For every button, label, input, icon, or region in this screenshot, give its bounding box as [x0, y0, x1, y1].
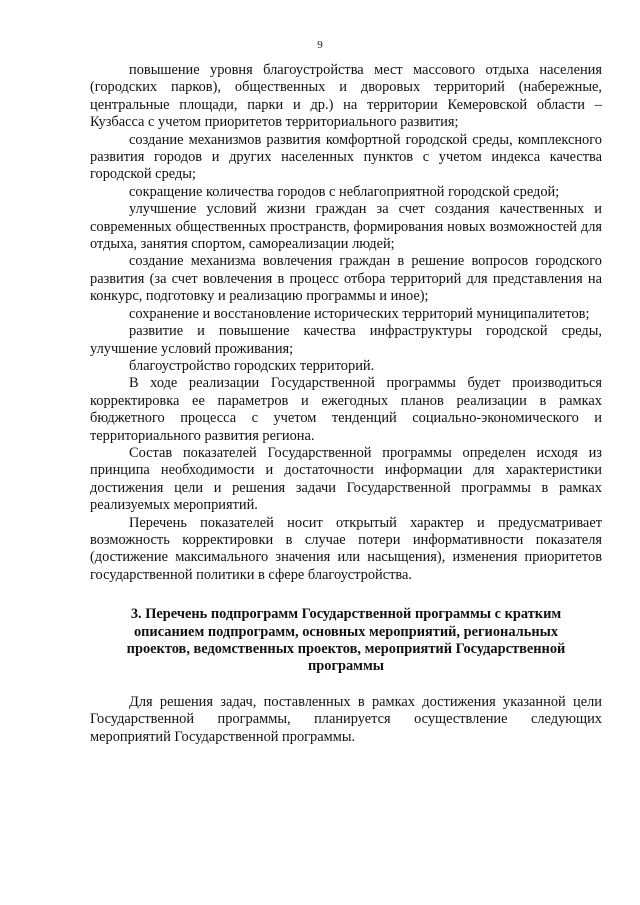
- list-item-comfort-mechanisms: создание механизмов развития комфортной городской среды, комплексного развития городов и других населенных пунктов с учетом индекса качества городской среды;: [90, 131, 602, 183]
- list-item-reduce-unfavorable-cities: сокращение количества городов с неблагоприятной городской средой;: [129, 183, 560, 200]
- paragraph-tasks-solution: Для решения задач, поставленных в рамках достижения указанной цели Государственной программы, планируется осуществление следующих мероприятий Государственной программы.: [90, 693, 602, 745]
- section-heading: 3. Перечень подпрограмм Государственной программы с кратким описанием подпрограмм, основных мероприятий, региональных проектов, ведомственных проектов, мероприятий Государственной программы: [126, 606, 566, 675]
- paragraph-indicators-list: Перечень показателей носит открытый характер и предусматривает возможность корректировки в случае потери информативности показателя (достижение максимального значения или насыщения), изменения приоритетов государственной политики в сфере благоустройства.: [90, 514, 602, 583]
- paragraph-program-adjustment: В ходе реализации Государственной программы будет производиться корректировка ее параметров и ежегодных планов реализации в рамках бюджетного процесса с учетом тенденций социально-экономического и территориального развития региона.: [90, 375, 602, 444]
- list-item-living-conditions: улучшение условий жизни граждан за счет создания качественных и современных общественных пространств, формирования новых возможностей для отдыха, занятия спортом, самореализации людей;: [90, 201, 602, 253]
- paragraph-indicators-composition: Состав показателей Государственной программы определен исходя из принципа необходимости и достаточности информации для характеристики достижения цели и решения задачи Государственной программы в рамках реализуемых мероприятий.: [90, 444, 602, 514]
- list-item-infrastructure-quality: развитие и повышение качества инфраструктуры городской среды, улучшение условий проживания;: [90, 323, 602, 357]
- list-item-improvement-level: повышение уровня благоустройства мест массового отдыха населения (городских парков), общественных и дворовых территорий (набережные, центральные площади, парки и др.) на территории Кемеровской области – Кузбасса с учетом приоритетов территориального развития;: [90, 62, 602, 131]
- page-number: 9: [317, 39, 323, 51]
- document-body: [90, 62, 602, 746]
- list-item-historic-territories: сохранение и восстановление исторических территорий муниципалитетов;: [129, 305, 590, 322]
- list-item-urban-landscaping: благоустройство городских территорий.: [129, 357, 375, 374]
- list-item-citizen-involvement: создание механизма вовлечения граждан в решение вопросов городского развития (за счет вовлечения в процесс отбора территорий для представления на конкурс, подготовку и реализацию программы и иное);: [90, 253, 602, 305]
